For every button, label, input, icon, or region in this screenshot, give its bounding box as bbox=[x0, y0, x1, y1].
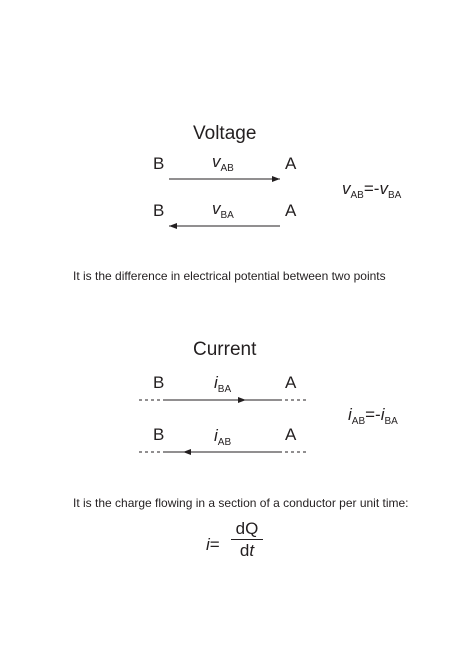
current-relation-op: =- bbox=[365, 405, 381, 424]
voltage-relation-op: =- bbox=[363, 179, 380, 198]
current-row2-sub: AB bbox=[217, 437, 232, 448]
voltage-row2-node-b: B bbox=[153, 201, 165, 220]
current-relation-var2: i bbox=[380, 405, 385, 424]
current-relation-sub1: AB bbox=[351, 416, 366, 427]
voltage-relation-var2: v bbox=[379, 179, 388, 198]
voltage-row2-sub: BA bbox=[220, 210, 234, 221]
current-row2-arrowhead bbox=[183, 449, 191, 455]
current-row1-sub: BA bbox=[217, 384, 232, 395]
voltage-relation-var1: v bbox=[342, 179, 351, 198]
current-formula-den-d: d bbox=[239, 541, 250, 560]
voltage-title: Voltage bbox=[193, 123, 257, 144]
current-relation-sub2: BA bbox=[384, 416, 398, 427]
voltage-relation-sub2: BA bbox=[387, 190, 402, 201]
current-formula-num-d: d bbox=[235, 519, 246, 538]
current-formula-equals: = bbox=[209, 535, 220, 554]
voltage-row2-var: v bbox=[212, 199, 221, 218]
current-formula-den-t: t bbox=[249, 541, 255, 560]
voltage-row2-node-a: A bbox=[285, 201, 297, 220]
current-title: Current bbox=[193, 339, 257, 360]
current-formula-lhs-var: i bbox=[206, 535, 210, 554]
voltage-row1-node-b: B bbox=[153, 154, 165, 173]
current-row1-arrowhead bbox=[238, 397, 246, 403]
voltage-description: It is the difference in electrical potential between two points bbox=[73, 269, 386, 283]
current-row1-node-a: A bbox=[285, 373, 297, 392]
current-row2-node-b: B bbox=[153, 425, 165, 444]
current-relation-var1: i bbox=[348, 405, 352, 424]
current-row2-node-a: A bbox=[285, 425, 297, 444]
current-row1-var: i bbox=[214, 373, 218, 392]
current-row1-node-b: B bbox=[153, 373, 165, 392]
voltage-row1-node-a: A bbox=[285, 154, 297, 173]
voltage-row1-var: v bbox=[212, 152, 221, 171]
voltage-row1-sub: AB bbox=[220, 163, 234, 174]
current-description: It is the charge flowing in a section of a conductor per unit time: bbox=[73, 496, 409, 510]
current-formula-num-q: Q bbox=[245, 519, 259, 538]
current-row2-var: i bbox=[214, 426, 218, 445]
voltage-relation-sub1: AB bbox=[350, 190, 364, 201]
